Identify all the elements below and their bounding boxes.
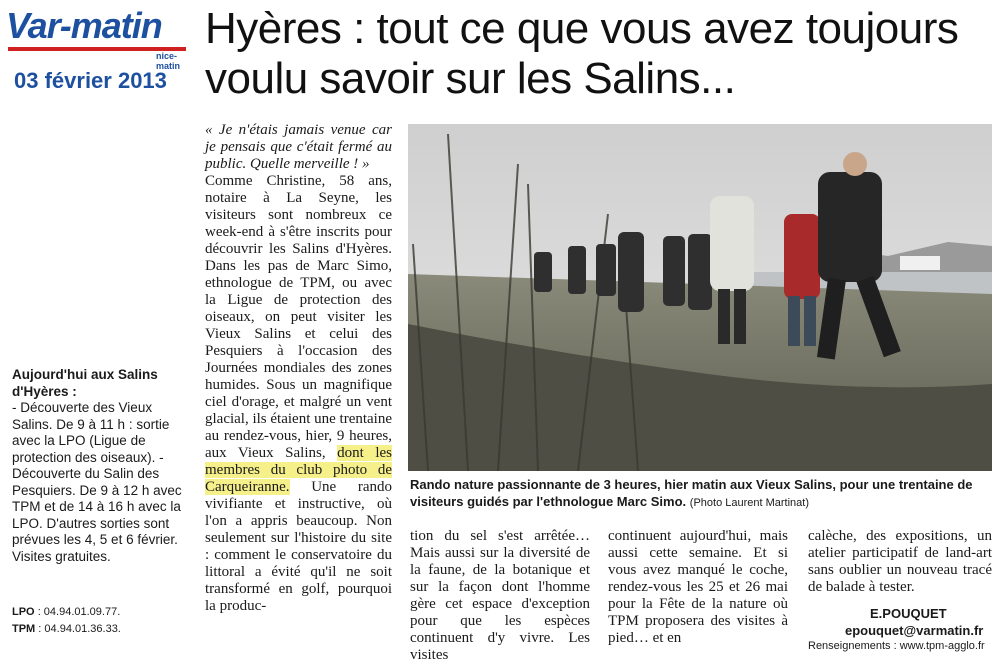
tpm-contact: [12, 621, 192, 638]
article-column-4: calèche, des expositions, un atelier participatif de land-art sans oublier un nouveau tracé de balade à tester.: [808, 528, 992, 595]
article-quote: « Je n'étais jamais venue car je pensais que c'était fermé au public. Quelle merveille ! »: [205, 122, 392, 172]
logo-text: Var-matin: [6, 5, 162, 46]
contact-phones: [12, 604, 192, 638]
lpo-phone: : 04.94.01.09.77.: [37, 606, 121, 618]
sidebar-text: - Découverte des Vieux Salins. De 9 à 11 h : sortie avec la LPO (Ligue de protection des oiseaux). - Découverte du Salin des Pesquiers. De 9 à 12 h avec TPM et de 14 à 16 h avec la LPO. D'autres sorties sont prévues les 4, 5 et 6 février. Visites gratuites.: [12, 400, 182, 564]
info-link: Renseignements : www.tpm-agglo.fr: [808, 640, 985, 652]
photo-illustration: [408, 124, 992, 471]
newspaper-logo: [6, 5, 196, 71]
photo-caption: [410, 476, 992, 512]
lpo-label: LPO: [12, 606, 35, 618]
tpm-phone: : 04.94.01.36.33.: [38, 623, 121, 635]
tpm-label: TPM: [12, 623, 36, 635]
logo-subtext: nice-matin: [156, 51, 181, 71]
article-photo: [408, 124, 992, 471]
article-column-2: tion du sel s'est arrêtée… Mais aussi sur la diversité de la faune, de la botanique et sur la façon dont l'homme gère cet espace d'exception pour que les espèces continuent d'y vivre. Les visites: [410, 528, 590, 663]
author-name: E.POUQUET: [870, 606, 947, 621]
article-text: Comme Christine, 58 ans, notaire à La Seyne, les visiteurs sont nombreux ce week-end à s'être inscrits pour découvrir les Salins d'Hyères. Dans les pas de Marc Simo, ethnologue de TPM, ou avec la Ligue de protection des oiseaux, on peut visiter les Vieux Salins et celui des Pesquiers à l'occasion des Journées mondiales des zones humides. Sous un magnifique ciel d'orage, et malgré un vent glacial, ils étaient une trentaine au rendez-vous, hier, 9 heures, aux Vieux Salins,: [205, 173, 393, 461]
photo-credit: (Photo Laurent Martinat): [689, 497, 810, 509]
author-email: epouquet@varmatin.fr: [845, 623, 984, 638]
publication-date: 03 février 2013: [14, 68, 167, 93]
article-paragraph: [205, 173, 392, 615]
article-column-3: continuent aujourd'hui, mais aussi cette semaine. Et si vous avez manqué le coche, rendez-vous les 25 et 26 mai pour la Fête de la nature où TPM proposera des visites à pied… et en: [608, 528, 788, 646]
highlighted-text: dont les membres du club photo de Carqueiranne.: [205, 445, 392, 495]
headline: Hyères : tout ce que vous avez toujours voulu savoir sur les Salins...: [205, 4, 959, 103]
caption-text: Rando nature passionnante de 3 heures, hier matin aux Vieux Salins, pour une trentaine de visiteurs guidés par l'ethnologue Marc Simo.: [410, 477, 973, 509]
lpo-contact: [12, 604, 192, 621]
sidebar-title: Aujourd'hui aux Salins d'Hyères :: [12, 367, 158, 399]
info-sidebar: [12, 367, 192, 565]
article-text-tail: Une rando vivifiante et instructive, où l'on a appris beaucoup. Non seulement sur l'histoire du site : comment le conservatoire du littoral a évité qu'il ne soit transformé en golf, pourquoi la produc-: [205, 479, 392, 614]
article-column-1: [205, 122, 392, 615]
